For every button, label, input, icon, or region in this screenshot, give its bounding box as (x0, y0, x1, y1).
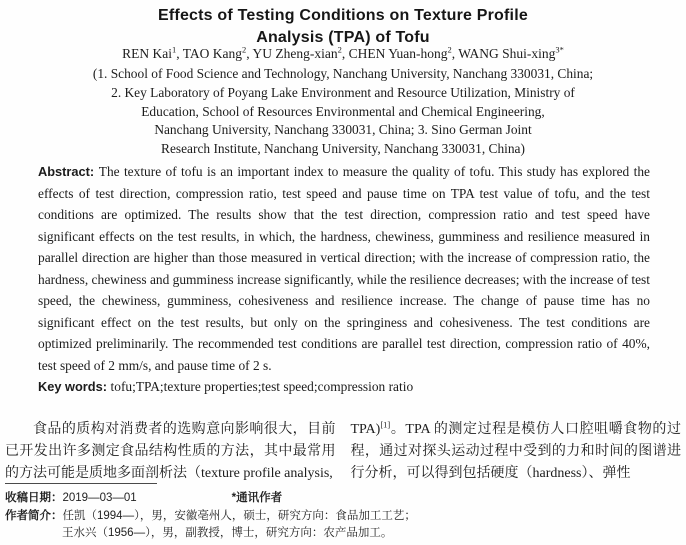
paper-title-line-1: Effects of Testing Conditions on Texture Profile (158, 7, 528, 24)
affiliation-line: Education, School of Resources Environmental and Chemical Engineering, (141, 103, 545, 119)
author-superscript: 2 (447, 44, 452, 55)
affiliation-line: (1. School of Food Science and Technology, Nanchang University, Nanchang 330031, China; (92, 66, 594, 81)
footnote-line-bio-2 (5, 525, 681, 542)
author-name: WANG Shui-xing (458, 46, 556, 61)
author-bio-text-2: 王水兴（1956—），男，副教授，博士，研究方向：农产品加工。 (62, 526, 393, 539)
author-superscript: 2 (337, 44, 342, 55)
citation-superscript: [1] (380, 419, 391, 430)
footnote-divider (5, 483, 157, 484)
abstract-text: The texture of tofu is an important index to measure the quality of tofu. This study has explored the effects of test direction, compression ratio, test speed and pause time on TPA test value of tofu, and the test conditions are optimized. The results show that the test direction, compression ratio and test speed have significant effects on the test results, in which, the hardness, chewiness, gumminess and resilience measured in parallel direction are higher than those measured in vertical direction; with the increase of compression ratio, the hardness, chewiness and gumminess increase significantly, while the resilience decreases; with the increase of test speed, the chewiness, gumminess, cohesiveness and resilience increase. The change of pause time has no significant effect on the test results, but only on the springiness and cohesiveness. The test conditions are optimized preliminarily. The recommended test conditions are parallel test direction, compression ratio of 40%, test speed of 2 mm/s, and pause time of 2 s. (38, 164, 650, 373)
abstract-paragraph (38, 161, 650, 376)
affiliation-line: Nanchang University, Nanchang 330031, China; 3. Sino German Joint (154, 122, 532, 138)
affiliation-line: 2. Key Laboratory of Poyang Lake Environment and Resource Utilization, Ministry of (111, 84, 575, 100)
paper-title-line-2: Analysis (TPA) of Tofu (256, 29, 430, 46)
received-date-value: 2019—03—01 (62, 492, 137, 505)
abstract-label: Abstract: (38, 164, 99, 179)
author-name: TAO Kang (182, 46, 243, 61)
author-name: CHEN Yuan-hong (348, 46, 448, 61)
body-columns (5, 419, 681, 485)
abstract-block (38, 161, 650, 398)
author-bio-text-1: 任凯（1994—），男，安徽亳州人，硕士，研究方向：食品加工工艺； (62, 509, 416, 522)
paper-title (0, 5, 686, 49)
corresponding-author-note: *通讯作者 (231, 492, 283, 505)
received-date-label: 收稿日期： (5, 492, 63, 505)
body-column-left: 食品的质构对消费者的选购意向影响很大，目前已开发出许多测定食品结构性质的方法，其中最常用的方法可能是质地多面剖析法（texture profile analysis, (5, 422, 336, 481)
body-right-pre: TPA) (350, 422, 381, 437)
author-superscript: 1 (171, 44, 177, 55)
author-separator: , (176, 46, 183, 61)
keywords-text: tofu;TPA;texture properties;test speed;compression ratio (110, 379, 414, 394)
keywords-line (38, 376, 650, 398)
author-separator: , (341, 46, 349, 61)
author-superscript: 3* (555, 44, 564, 55)
author-separator: , (246, 46, 253, 61)
footnote-line-received (5, 490, 681, 507)
author-bio-label: 作者简介： (5, 509, 63, 522)
footnote-line-bio-1 (5, 508, 681, 525)
affiliation-line: Research Institute, Nanchang University, Nanchang 330031, China) (161, 141, 525, 157)
authors-line (0, 45, 686, 63)
author-name: REN Kai (122, 46, 172, 61)
body-right-post: 。TPA 的测定过程是模仿人口腔咀嚼食物的过程，通过对探头运动过程中受到的力和时间的图谱进行分析，可以得到包括硬度（hardness）、弹性 (350, 422, 681, 481)
author-separator: , (451, 46, 459, 61)
author-superscript: 2 (242, 44, 247, 55)
body-column-right (351, 419, 682, 485)
footnote-block (5, 483, 681, 542)
author-name: YU Zheng-xian (252, 46, 338, 61)
keywords-label: Key words: (38, 379, 111, 394)
affiliations-block (0, 65, 686, 159)
